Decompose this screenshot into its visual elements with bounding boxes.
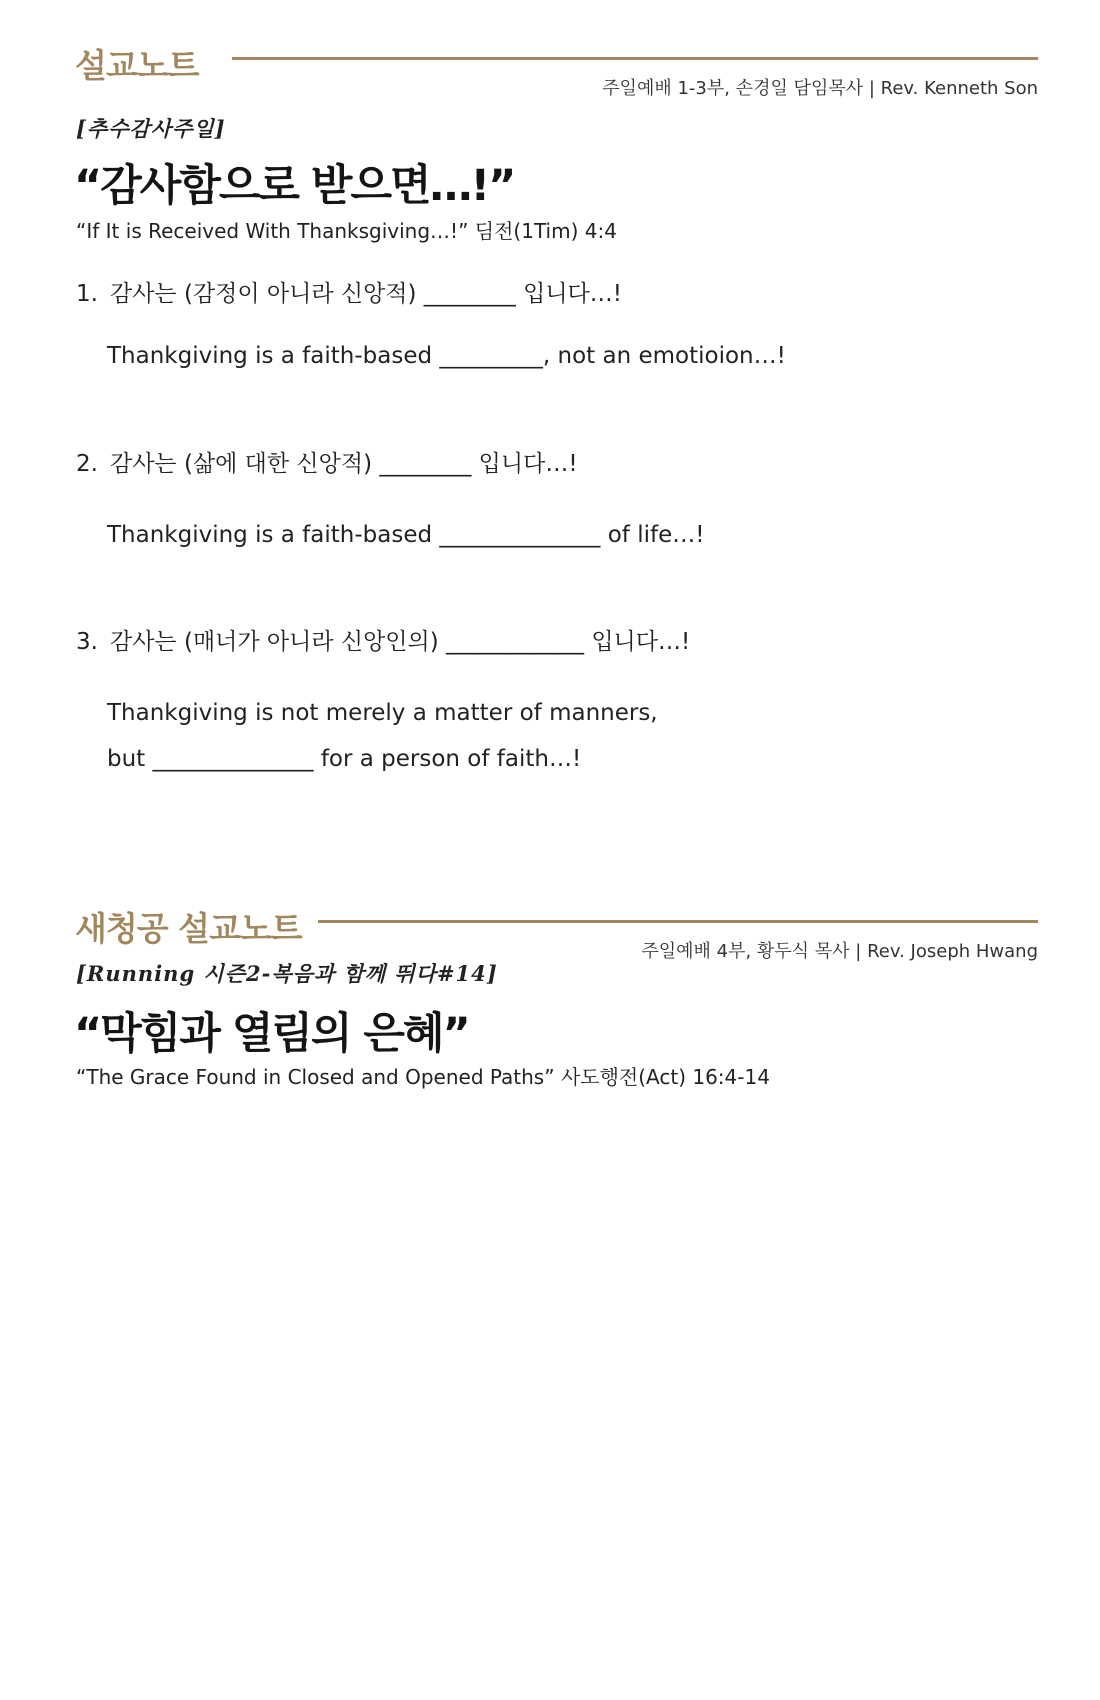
section2-service-info: 주일예배 4부, 황두식 목사 | Rev. Joseph Hwang xyxy=(641,941,1038,962)
point-number: 2. xyxy=(76,451,98,477)
section1-service-info: 주일예배 1-3부, 손경일 담임목사 | Rev. Kenneth Son xyxy=(602,78,1038,99)
sermon-point-3 xyxy=(76,623,690,656)
point-number: 3. xyxy=(76,629,98,655)
section1-scripture-ref: “If It is Received With Thanksgiving…!” 딤전(1Tim) 4:4 xyxy=(76,219,617,243)
point-korean-text: 감사는 (삶에 대한 신앙적) ________ 입니다…! xyxy=(110,451,578,477)
point-1-english: Thankgiving is a faith-based _________, not an emotioion…! xyxy=(107,343,786,369)
point-2-english: Thankgiving is a faith-based ______________ of life…! xyxy=(107,522,705,548)
section1-series-label: [추수감사주일] xyxy=(76,116,226,141)
section1-divider xyxy=(232,57,1038,60)
point-korean-text: 감사는 (감정이 아니라 신앙적) ________ 입니다…! xyxy=(110,281,622,307)
section2-scripture-ref: “The Grace Found in Closed and Opened Paths” 사도행전(Act) 16:4-14 xyxy=(76,1065,770,1089)
point-korean-text: 감사는 (매너가 아니라 신앙인의) ____________ 입니다…! xyxy=(110,629,691,655)
point-3-english-line-1: Thankgiving is not merely a matter of manners, xyxy=(107,700,658,726)
section2-sermon-title: “막힘과 열림의 은혜” xyxy=(74,1009,469,1059)
section1-heading: 설교노트 xyxy=(75,46,199,85)
section2-heading: 새청공 설교노트 xyxy=(75,909,302,948)
sermon-point-1 xyxy=(76,275,622,308)
point-3-english-line-2: but ______________ for a person of faith…! xyxy=(107,746,582,772)
section2-series-label: [Running 시즌2-복음과 함께 뛰다#14] xyxy=(76,961,498,986)
sermon-point-2 xyxy=(76,445,578,478)
section2-divider xyxy=(318,920,1038,923)
section1-sermon-title: “감사함으로 받으면…!” xyxy=(74,161,515,211)
point-number: 1. xyxy=(76,281,98,307)
